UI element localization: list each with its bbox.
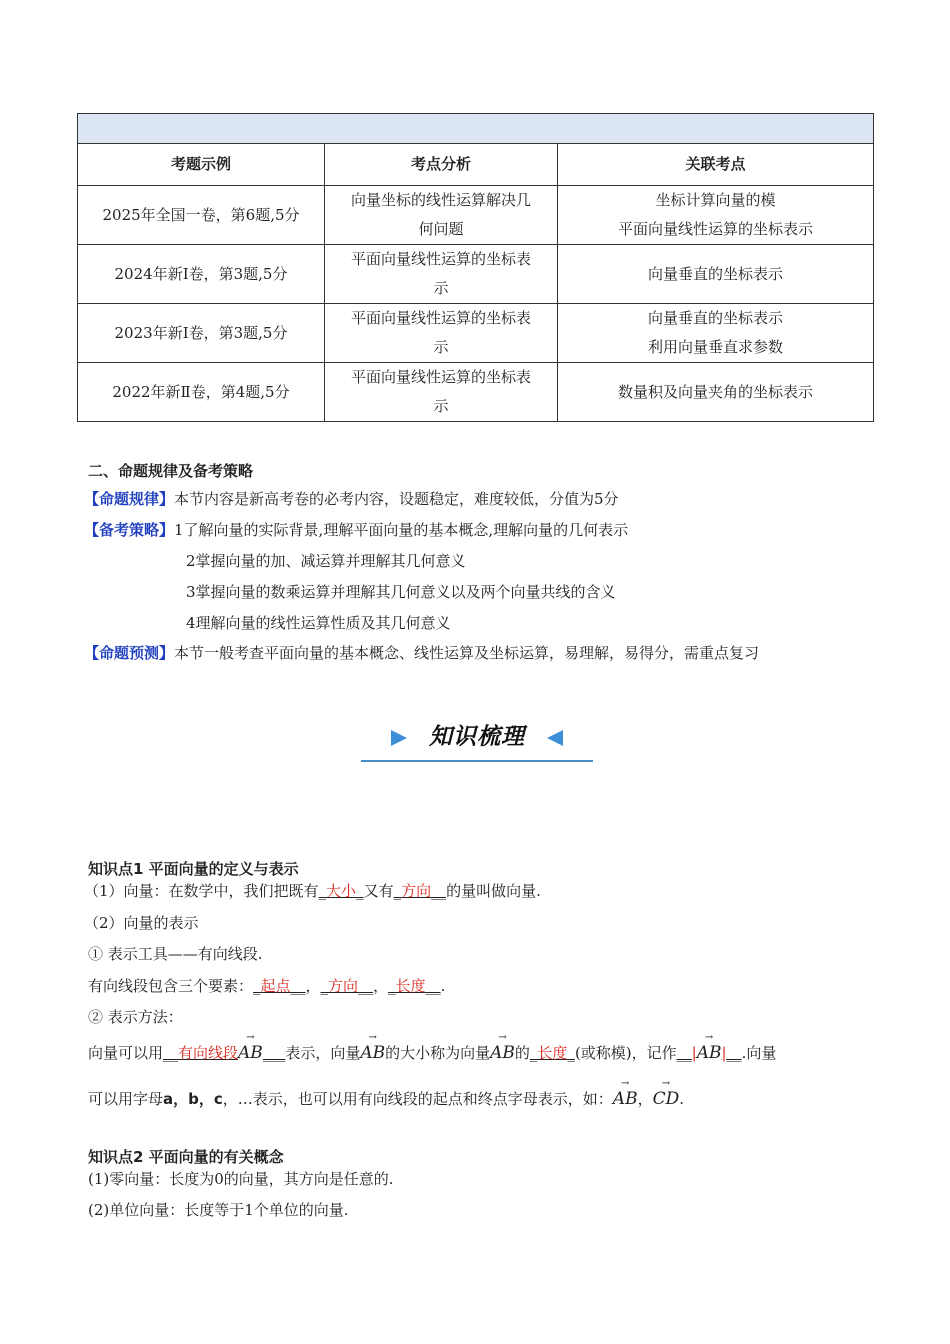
table-header-band xyxy=(78,114,874,144)
cell-related: 坐标计算向量的模 平面向量线性运算的坐标表示 xyxy=(558,186,874,245)
strategy-tag: 【备考策略】 xyxy=(84,521,175,539)
section2-title: 二、命题规律及备考策略 xyxy=(88,462,254,480)
table-header-row xyxy=(78,144,874,186)
cell-analysis: 平面向量线性运算的坐标表 示 xyxy=(325,245,558,304)
kp2-line1: (1)零向量：长度为0的向量，其方向是任意的. xyxy=(88,1170,394,1188)
kp1-line7: 可以用字母a，b，c，…表示，也可以用有向线段的起点和终点字母表示，如： → AB， → CD. xyxy=(88,1078,685,1109)
kp1-line6: 向量可以用__有向线段 → AB___表示，向量 → AB的大小称为向量 → AB的_长度_(或称模)，记作__| → AB|__.向量 xyxy=(88,1032,777,1063)
cell-example: 2023年新I卷，第3题,5分 xyxy=(78,304,325,363)
cell-analysis: 平面向量线性运算的坐标表 示 xyxy=(325,304,558,363)
kp1-line5: ② 表示方法： xyxy=(88,1008,183,1026)
header-related: 关联考点 xyxy=(558,144,874,186)
vector-cd: → CD xyxy=(652,1078,680,1109)
letters-abc: a，b，c xyxy=(163,1090,223,1108)
header-analysis: 考点分析 xyxy=(325,144,558,186)
knowledge-banner xyxy=(361,716,593,762)
cell-example: 2024年新I卷，第3题,5分 xyxy=(78,245,325,304)
predict-line xyxy=(84,642,759,663)
kp1-line4: 有向线段包含三个要素：_起点__，_方向__，_长度__. xyxy=(88,977,446,995)
kp1-title: 知识点1 平面向量的定义与表示 xyxy=(88,860,299,878)
kp2-line2: (2)单位向量：长度等于1个单位的向量. xyxy=(88,1201,349,1219)
table-row xyxy=(78,186,874,245)
answer-blank: 起点 xyxy=(260,977,291,995)
predict-text: 本节一般考查平面向量的基本概念、线性运算及坐标运算，易理解，易得分，需重点复习 xyxy=(174,644,760,662)
answer-blank: 方向 xyxy=(401,882,432,900)
vector-ab: → AB xyxy=(696,1032,722,1063)
strategy-line xyxy=(84,519,628,540)
cell-related: 向量垂直的坐标表示 利用向量垂直求参数 xyxy=(558,304,874,363)
kp1-line3: ① 表示工具——有向线段. xyxy=(88,945,263,963)
vector-ab: → AB xyxy=(360,1032,386,1063)
predict-tag: 【命题预测】 xyxy=(84,644,175,662)
answer-blank: 大小 xyxy=(326,882,357,900)
answer-blank: 方向 xyxy=(328,977,359,995)
table-row xyxy=(78,304,874,363)
kp1-line1: （1）向量：在数学中，我们把既有_大小_又有_方向__的量叫做向量. xyxy=(84,882,541,900)
cell-related: 向量垂直的坐标表示 xyxy=(558,245,874,304)
banner-underline xyxy=(361,760,593,762)
cell-analysis: 平面向量线性运算的坐标表 示 xyxy=(325,363,558,422)
cell-related: 数量积及向量夹角的坐标表示 xyxy=(558,363,874,422)
exam-table xyxy=(77,113,874,422)
kp1-line2: （2）向量的表示 xyxy=(84,914,199,932)
rule-text: 本节内容是新高考卷的必考内容，设题稳定，难度较低，分值为5分 xyxy=(174,490,619,508)
strategy-item: 4理解向量的线性运算性质及其几何意义 xyxy=(186,614,451,632)
table-row xyxy=(78,363,874,422)
answer-blank: 长度 xyxy=(537,1044,568,1062)
rule-line xyxy=(84,488,619,509)
strategy-item: 3掌握向量的数乘运算并理解其几何意义以及两个向量共线的含义 xyxy=(186,583,616,601)
vector-ab: → AB xyxy=(612,1078,638,1109)
cell-example: 2022年新Ⅱ卷，第4题,5分 xyxy=(78,363,325,422)
vector-ab: → AB xyxy=(490,1032,515,1063)
vector-ab: → AB xyxy=(238,1032,263,1063)
answer-blank: 有向线段 xyxy=(178,1044,239,1062)
cell-analysis: 向量坐标的线性运算解决几 何问题 xyxy=(325,186,558,245)
strategy-item: 2掌握向量的加、减运算并理解其几何意义 xyxy=(186,552,466,570)
strategy-item: 1了解向量的实际背景,理解平面向量的基本概念,理解向量的几何表示 xyxy=(174,521,629,539)
cell-example: 2025年全国一卷，第6题,5分 xyxy=(78,186,325,245)
answer-blank: 长度 xyxy=(395,977,426,995)
table-row xyxy=(78,245,874,304)
kp2-title: 知识点2 平面向量的有关概念 xyxy=(88,1148,284,1166)
header-example: 考题示例 xyxy=(78,144,325,186)
triangle-left-icon xyxy=(547,730,563,746)
rule-tag: 【命题规律】 xyxy=(84,490,175,508)
banner-title: 知识梳理 xyxy=(429,724,525,750)
